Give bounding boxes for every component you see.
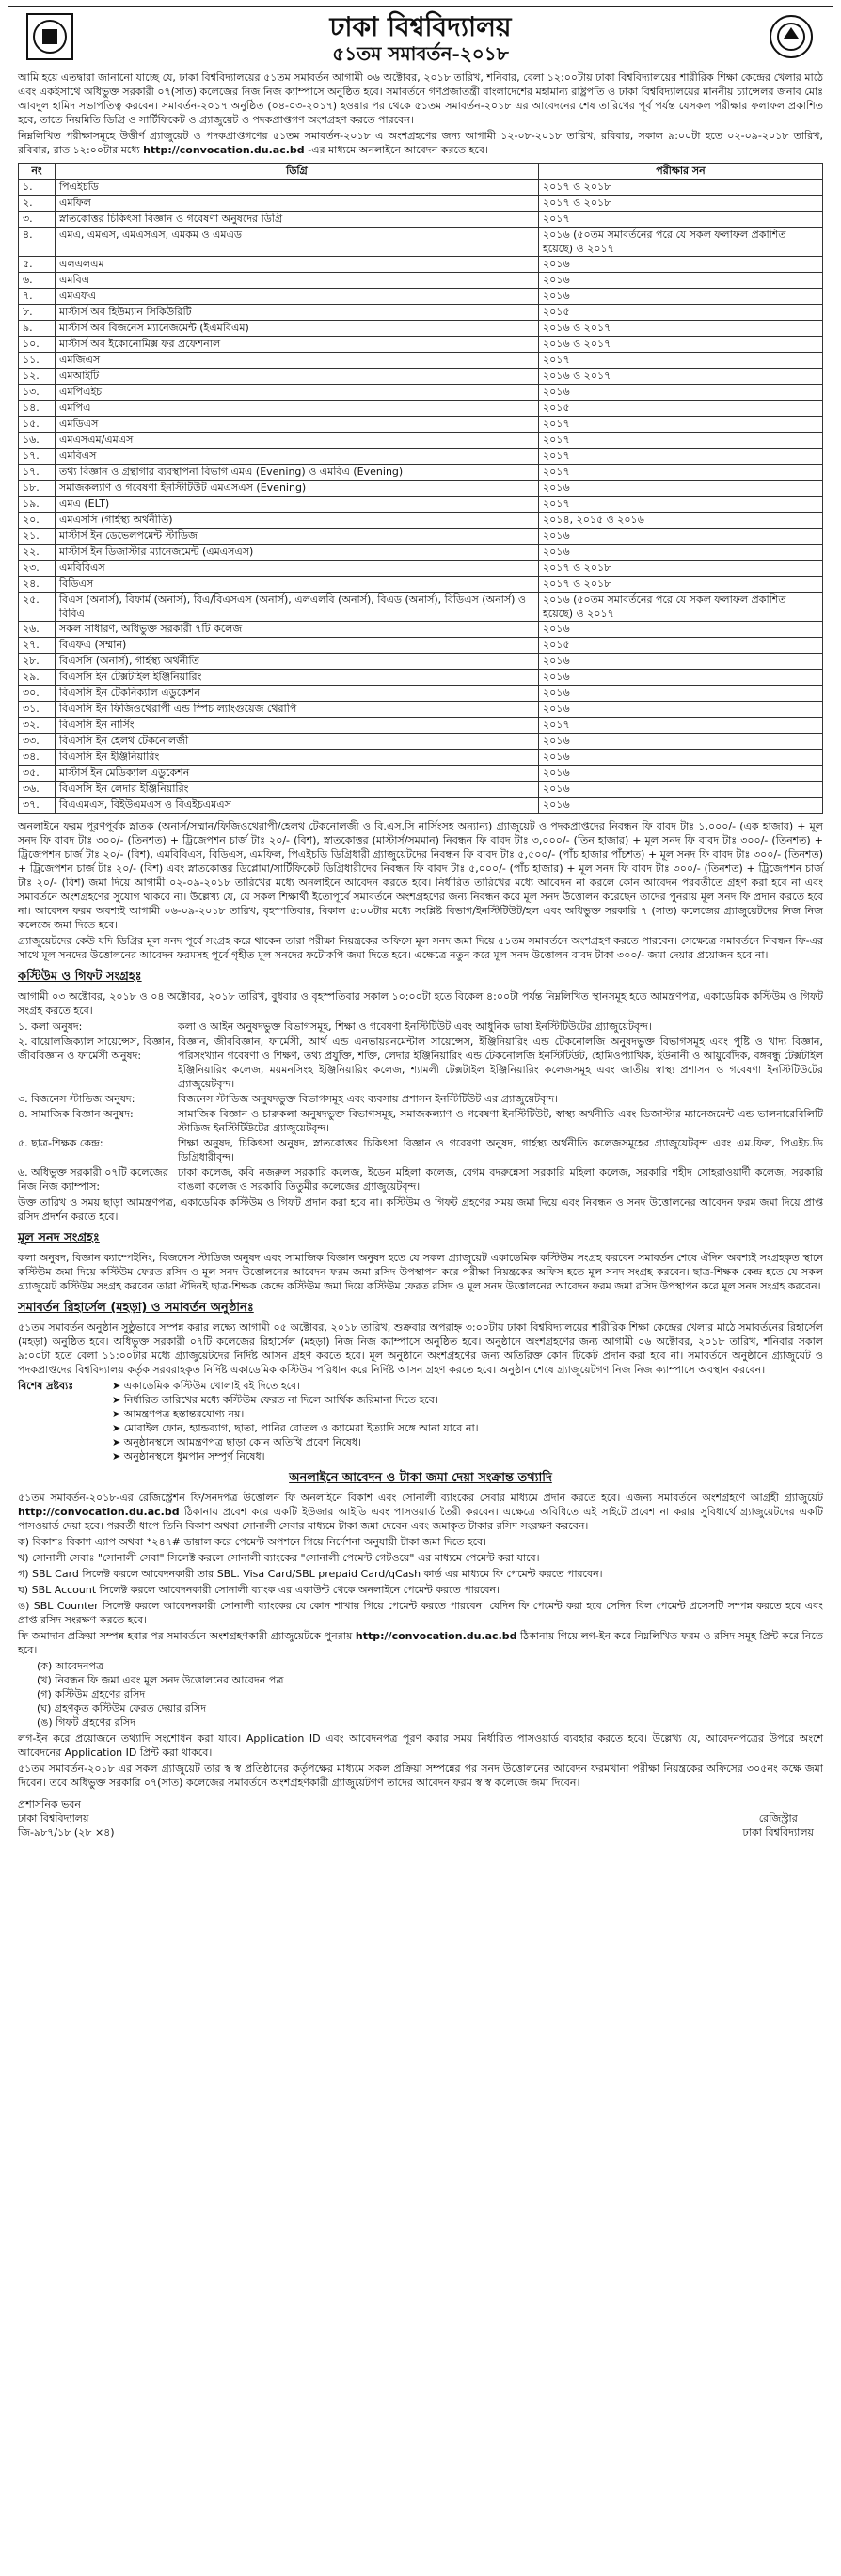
row-serial: ২৪. <box>19 577 56 593</box>
table-row <box>19 513 823 529</box>
row-serial: ৪. <box>19 228 56 257</box>
table-row <box>19 180 823 196</box>
table-row <box>19 702 823 718</box>
special-note-text: মোবাইল ফোন, হ্যান্ডব্যাগ, ছাতা, পানির বোতল ও ক্যামেরা ইত্যাদি সঙ্গে আনা যাবে না। <box>123 1422 479 1434</box>
table-row <box>19 670 823 686</box>
row-session: ২০১৬ <box>539 782 823 798</box>
row-degree: এমজিএস <box>56 353 539 369</box>
row-session: ২০১৬ <box>539 654 823 670</box>
row-serial: ৭. <box>19 289 56 305</box>
row-session: ২০১৭ ও ২০১৮ <box>539 180 823 196</box>
row-session: ২০১৬ <box>539 481 823 497</box>
row-degree: এলএলএম <box>56 257 539 273</box>
table-row <box>19 417 823 433</box>
row-degree: মাস্টার্স অব বিজনেস ম্যানেজমেন্ট (ইএমবিএম) <box>56 321 539 337</box>
online-heading: অনলাইনে আবেদন ও টাকা জমা দেয়া সংক্রান্ত তথ্যাদি <box>289 1471 552 1485</box>
row-session: ২০১৫ <box>539 401 823 417</box>
row-session: ২০১৭ <box>539 433 823 449</box>
costume-location-detail: শিক্ষা অনুষদ, চিকিৎসা অনুষদ, স্নাতকোত্তর চিকিৎসা বিজ্ঞান ও গবেষণা অনুষদ, গার্হস্থ্য অর্থনীতি কলেজসমূহের গ্র্যাজুয়েটবৃন্দ এবং এম.ফিল, পিএইচ.ডি ডিগ্রিধারীবৃন্দ। <box>178 1137 823 1163</box>
costume-location-faculty: ৫. ছাত্র-শিক্ষক কেন্দ্র: <box>18 1137 103 1149</box>
row-degree: বিএএমএস, বিইউএমএস ও বিএইচএমএস <box>56 798 539 814</box>
costume-location-item <box>18 1107 823 1135</box>
forms-list <box>37 1659 823 1730</box>
table-row <box>19 638 823 654</box>
print-url[interactable]: http://convocation.du.ac.bd <box>355 1630 517 1642</box>
costume-location-faculty: ৩. বিজনেস স্টাডিজ অনুষদ: <box>18 1093 135 1105</box>
costume-location-list <box>18 1019 823 1193</box>
row-degree: তথ্য বিজ্ঞান ও গ্রন্থাগার ব্যবস্থাপনা বিভাগ এমএ (Evening) ও এমবিএ (Evening) <box>56 465 539 481</box>
special-note-text: একাডেমিক কস্টিউম খোলাই বই দিতে হবে। <box>123 1380 301 1392</box>
university-logo-right <box>767 12 816 61</box>
row-serial: ২৮. <box>19 654 56 670</box>
row-serial: ১৮. <box>19 481 56 497</box>
row-serial: ২৭. <box>19 638 56 654</box>
row-degree: বিএসসি ইন হেলথ টেকনোলজী <box>56 734 539 750</box>
costume-location-faculty: ৬. অধিভুক্ত সরকারী ০৭টি কলেজের নিজ নিজ ক্যাম্পাস: <box>18 1166 168 1193</box>
office-address <box>18 1797 115 1840</box>
special-note-item <box>112 1421 823 1435</box>
row-session: ২০১৭ ও ২০১৮ <box>539 577 823 593</box>
arrow-bullet-icon: ➤ <box>112 1422 124 1434</box>
row-session: ২০১৭ <box>539 417 823 433</box>
row-session: ২০১৬ <box>539 545 823 561</box>
row-session: ২০১৪, ২০১৫ ও ২০১৬ <box>539 513 823 529</box>
row-degree: বিএসসি ইন ইঞ্জিনিয়ারিং <box>56 750 539 766</box>
row-session: ২০১৬ ও ২০১৭ <box>539 337 823 353</box>
row-session: ২০১৬ <box>539 750 823 766</box>
costume-location-item <box>18 1165 823 1193</box>
table-row <box>19 561 823 577</box>
row-session: ২০১৬ <box>539 385 823 401</box>
page-subtitle: ৫১তম সমাবর্তন-২০১৮ <box>332 42 509 65</box>
table-row <box>19 228 823 257</box>
row-serial: ২. <box>19 196 56 212</box>
notice-page <box>8 6 833 2568</box>
sbl-account-paragraph: ঘ) SBL Account সিলেক্ট করলে আবেদনকারী সোনালী ব্যাংক এর একাউন্ট থেকে অনলাইনে পেমেন্ট করতে পারবেন। <box>18 1584 500 1596</box>
bkash-paragraph: ক) বিকাশঃ বিকাশ এ্যাপ অথবা *২৪৭# ডায়াল করে পেমেন্ট অপশনে গিয়ে নির্দেশনা অনুযায়ী টাকা জমা দিতে হবে। <box>18 1536 487 1548</box>
table-row <box>19 401 823 417</box>
row-serial: ৮. <box>19 305 56 321</box>
row-serial: ৩৭. <box>19 798 56 814</box>
special-note-text: অনুষ্ঠানস্থলে ধূমপান সম্পূর্ণ নিষেধ। <box>123 1450 265 1462</box>
row-degree: বিএসসি (অনার্স), গার্হস্থ্য অর্থনীতি <box>56 654 539 670</box>
col-session: পরীক্ষার সন <box>539 164 823 180</box>
row-session: ২০১৬ <box>539 529 823 545</box>
special-note-list <box>112 1379 823 1463</box>
page-title: ঢাকা বিশ্ববিদ্যালয় <box>329 11 512 42</box>
special-note-item <box>112 1435 823 1449</box>
form-item: (ক) আবেদনপত্র <box>37 1660 104 1672</box>
row-session: ২০১৬ <box>539 273 823 289</box>
table-row <box>19 798 823 814</box>
row-serial: ১৬. <box>19 433 56 449</box>
fees-paragraph: অনলাইনে ফরম পূরণপূর্বক স্নাতক (অনার্স/সম্মান/ফিজিওথেরাপী/হেলথ টেকনোলজী ও বি.এস.সি নার্সিংসহ অন্যান্য) গ্র্যাজুয়েট ও পদকপ্রাপ্তদের নিবন্ধন ফি বাবদ টাঃ ১,০০০/- (এক হাজার) + মূল সনদ ফি বাবদ টাঃ ৩০০/- (তিনশত) + ট্রিজেপশন চার্জ টাঃ ২০/- (বিশ), স্নাতকোত্তর (মাস্টার্স/সমমান) নিবন্ধন ফি বাবদ টাঃ ৩,০০০/- (তিন হাজার) + মূল সনদ ফি বাবদ টাঃ ৩০০/- (তিনশত) + ট্রিজেপশন চার্জ টাঃ ২০/- (বিশ), এমবিবিএস, বিডিএস, এমফিল, পিএইচডি ডিগ্রিধারী গ্র্যাজুয়েটদের নিবন্ধন ফি বাবদ টাঃ ৫,৫০০/- (পাঁচ হাজার পাঁচশত) + মূল সনদ ফি বাবদ টাঃ ৩০০/- (তিনশত) + ট্রিজেপশন চার্জ টাঃ ২০/- (বিশ) এবং স্নাতকোত্তর ডিপ্লোমা/সার্টিফিকেট ডিগ্রিধারীদের নিবন্ধন ফি বাবদ টাঃ ৫,০০০/- (পাঁচ হাজার) + মূল সনদ ফি বাবদ টাঃ ৩০০/- (তিনশত) + ট্রিজেপশন চার্জ টাঃ ২০/- (বিশ) জমা দিয়ে আগামী ০২-০৯-২০১৮ তারিখের মধ্যে অনলাইনে আবেদন করতে হবে। নির্ধারিত তারিখের মধ্যে আবেদন না করলে কোন আবেদন পরবর্তীতে গ্রহণ করা হবে না এবং সমাবর্তনে অংশগ্রহণের সুযোগ থাকবে না। উল্লেখ্য যে, যে সকল শিক্ষার্থী ইতোপূর্বে সমাবর্তনে অংশগ্রহণের জন্য নিবন্ধন করে মূল সনদ উত্তোলন করেছেন তাদের পুনরায় মূল সনদ ফি প্রদান করতে হবে না। আবেদন ফরম অবশ্যই আগামী ০৬-০৯-২০১৮ তারিখ, বৃহস্পতিবার, বিকাল ৫:০০টার মধ্যে সংশ্লিষ্ট বিভাগ/ইনস্টিটিউট/হল এবং অধিভুক্ত সরকারি ৭ (সাত) কলেজের গ্র্যাজুয়েটদের নিজ নিজ কলেজে জমা দিতে হবে। <box>18 820 823 931</box>
row-serial: ৩১. <box>19 702 56 718</box>
row-session: ২০১৬ <box>539 686 823 702</box>
row-session: ২০১৬ <box>539 702 823 718</box>
form-item: (ঙ) গিফট গ্রহণের রসিদ <box>37 1716 135 1729</box>
row-serial: ২৩. <box>19 561 56 577</box>
table-row <box>19 577 823 593</box>
online-text: ৫১তম সমাবর্তন-২০১৮-এর রেজিস্ট্রেশন ফি/সনদপত্র উত্তোলন ফি অনলাইনে বিকাশ এবং সোনালী ব্যাংকের সেবার মাধ্যমে প্রদান করতে হবে। এজন্য সমাবর্তনে অংশগ্রহণে আগ্রহী গ্র্যাজুয়েট <box>18 1492 823 1504</box>
row-serial: ১২. <box>19 369 56 385</box>
costume-location-item <box>18 1092 823 1106</box>
table-row <box>19 257 823 273</box>
row-degree: সমাজকল্যাণ ও গবেষণা ইনস্টিটিউট এমএসএস (Evening) <box>56 481 539 497</box>
row-degree: এমপিএইচ <box>56 385 539 401</box>
col-serial: নং <box>19 164 56 180</box>
convocation-url[interactable]: http://convocation.du.ac.bd <box>143 144 305 156</box>
special-note-text: আমন্ত্রণপত্র হস্তান্তরযোগ্য নয়। <box>123 1408 245 1420</box>
costume-heading: কস্টিউম ও গিফট সংগ্রহঃ <box>18 970 142 984</box>
row-session: ২০১৭ <box>539 212 823 228</box>
row-degree: এমপিএ <box>56 401 539 417</box>
row-session: ২০১৬ ও ২০১৭ <box>539 369 823 385</box>
sbl-counter-paragraph: ঙ) SBL Counter সিলেক্ট করলে আবেদনকারী সোনালী ব্যাংকের যে কোন শাখায় গিয়ে পেমেন্ট করতে পারবেন। যেদিন ফি পেমেন্ট করা হবে সেদিন বিল পেমেন্ট প্রসেসটি সম্পন্ন করতে হবে এবং প্রাপ্ত রসিদ সংরক্ষণ করতে হবে। <box>18 1600 823 1626</box>
table-row <box>19 686 823 702</box>
table-row <box>19 545 823 561</box>
office-line-1: প্রশাসনিক ভবন <box>18 1798 81 1810</box>
row-serial: ২১. <box>19 529 56 545</box>
row-session: ২০১৭ ও ২০১৮ <box>539 561 823 577</box>
row-session: ২০১৬ (৫০তম সমাবর্তনের পরে যে সকল ফলাফল প্রকাশিত হয়েছে) ও ২০১৭ <box>539 593 823 622</box>
row-serial: ১০. <box>19 337 56 353</box>
row-serial: ২০. <box>19 513 56 529</box>
application-text: নিম্নলিখিত পরীক্ষাসমূহে উত্তীর্ণ গ্র্যাজুয়েট ও পদকপ্রাপ্তগণের ৫১তম সমাবর্তন-২০১৮ এ অংশগ্রহণের জন্য আগামী ১২-০৮-২০১৮ তারিখ, রবিবার, সকাল ৯:০০টা হতে ০২-০৯-২০১৮ তারিখ, রবিবার, রাত ১২:০০টার মধ্যে <box>18 130 823 156</box>
row-degree: বিডিএস <box>56 577 539 593</box>
table-row <box>19 465 823 481</box>
row-degree: এমএ, এমএস, এমএসএস, এমকম ও এমএড <box>56 228 539 257</box>
row-serial: ৬. <box>19 273 56 289</box>
row-serial: ৩. <box>19 212 56 228</box>
table-row <box>19 497 823 513</box>
row-degree: এমফিল <box>56 196 539 212</box>
row-degree: মাস্টার্স অব ইকোনোমিক্স ফর প্রফেশনাল <box>56 337 539 353</box>
registrar-title: রেজিস্ট্রার <box>758 1812 798 1825</box>
table-row <box>19 196 823 212</box>
row-degree: স্নাতকোত্তর চিকিৎসা বিজ্ঞান ও গবেষণা অনুষদের ডিগ্রি <box>56 212 539 228</box>
certificate-paragraph: কলা অনুষদ, বিজ্ঞান ক্যাম্পেইনিং, বিজনেস স্টাডিজ অনুষদ এবং সামাজিক বিজ্ঞান অনুষদ হতে যে সকল গ্র্যাজুয়েট একাডেমিক কস্টিউম সংগ্রহ করবেন সমাবর্তন শেষে ঐদিন অবশ্যই সংগ্রহকৃত স্থানে কস্টিউম জমা দিয়ে কস্টিউম ফেরত রসিদ ও মূল সনদ উত্তোলনের আবেদন ফরম জমা রসিদ উপস্থাপন করে পরীক্ষা নিয়ন্ত্রকের অফিস হতে মূল সনদ সংগ্রহ করবেন। ছাত্র-শিক্ষক কেন্দ্র হতে যে সকল গ্র্যাজুয়েট কস্টিউম সংগ্রহ করবেন তারা ঐদিনই ছাত্র-শিক্ষক কেন্দ্রে কস্টিউম জমা দিয়ে কস্টিউম ফেরত রসিদ ও মূল সনদ উত্তোলনের আবেদন ফরম জমা রসিদ উপস্থাপন করে মূল সনদ সংগ্রহ করবেন। <box>18 1252 823 1292</box>
arrow-bullet-icon: ➤ <box>112 1408 124 1420</box>
table-row <box>19 718 823 734</box>
degree-table-body <box>19 180 823 814</box>
table-row <box>19 766 823 782</box>
row-degree: বিএস (অনার্স), বিফার্ম (অনার্স), বিএ/বিএসএস (অনার্স), এলএলবি (অনার্স), বিএড (অনার্স), বিডিএস (অনার্স) ও বিবিএ <box>56 593 539 622</box>
certificate-heading: মূল সনদ সংগ্রহঃ <box>18 1231 100 1245</box>
row-session: ২০১৬ <box>539 766 823 782</box>
costume-location-detail: কলা ও আইন অনুষদভুক্ত বিভাগসমূহ, শিক্ষা ও গবেষণা ইনস্টিটিউট এবং আধুনিক ভাষা ইনস্টিটিউটের গ্র্যাজুয়েটবৃন্দ। <box>178 1020 652 1033</box>
table-row <box>19 782 823 798</box>
costume-location-faculty: ১. কলা অনুষদ: <box>18 1020 83 1033</box>
row-degree: মাস্টার্স ইন ডেভেলপমেন্ট স্টাডিজ <box>56 529 539 545</box>
table-row <box>19 321 823 337</box>
col-degree: ডিগ্রি <box>56 164 539 180</box>
row-degree: এমবিএ <box>56 273 539 289</box>
row-serial: ১৫. <box>19 417 56 433</box>
row-session: ২০১৭ <box>539 497 823 513</box>
table-row <box>19 433 823 449</box>
special-note-item <box>112 1393 823 1407</box>
table-row <box>19 369 823 385</box>
row-serial: ১৩. <box>19 385 56 401</box>
table-row <box>19 529 823 545</box>
arrow-bullet-icon: ➤ <box>112 1394 124 1406</box>
table-row <box>19 273 823 289</box>
row-degree: এমবিবিএস <box>56 561 539 577</box>
row-session: ২০১৭ <box>539 718 823 734</box>
form-item: (খ) নিবন্ধন ফি জমা এবং মূল সনদ উত্তোলনের আবেদন পত্র <box>37 1674 284 1686</box>
row-degree: মাস্টার্স ইন মেডিক্যাল এডুকেশন <box>56 766 539 782</box>
form-item: (গ) কস্টিউম গ্রহণের রসিদ <box>37 1688 146 1700</box>
original-certificate-paragraph: গ্র্যাজুয়েটদের কেউ যদি ডিগ্রির মূল সনদ পূর্বে সংগ্রহ করে থাকেন তারা পরীক্ষা নিয়ন্ত্রকের অফিসে মূল সনদ জমা দিয়ে ৫১তম সমাবর্তনে অংশগ্রহণ করতে পারবেন। সেক্ষেত্রে সমাবর্তনে নিবন্ধন ফি-এর সাথে মূল সনদের উত্তোলনের আবেদন ফরমসহ পূর্বে গৃহীত মূল সনদের ফটোকপি জমা দিতে হবে। এক্ষেত্রে নতুন করে মূল সনদ উত্তোলন বাবদ টাকা ৩০০/- জমা দেয়ার প্রয়োজন হবে না। <box>18 935 823 961</box>
row-session: ২০১৬ <box>539 670 823 686</box>
row-session: ২০১৭ <box>539 353 823 369</box>
sbl-card-paragraph: গ) SBL Card সিলেক্ট করলে আবেদনকারী তার SBL. Visa Card/SBL prepaid Card/qCash কার্ড এর মাধ্যমে ফি পেমেন্ট করতে পারবেন। <box>18 1568 603 1580</box>
office-line-2: ঢাকা বিশ্ববিদ্যালয় <box>18 1812 89 1825</box>
row-serial: ৩০. <box>19 686 56 702</box>
row-serial: ৩৩. <box>19 734 56 750</box>
row-session: ২০১৫ <box>539 638 823 654</box>
university-logo-left <box>25 12 74 61</box>
table-row <box>19 449 823 465</box>
registrar-signature <box>743 1797 823 1840</box>
row-serial: ৩২. <box>19 718 56 734</box>
registrar-org: ঢাকা বিশ্ববিদ্যালয় <box>742 1826 814 1839</box>
row-session: ২০১৬ <box>539 289 823 305</box>
print-forms-paragraph <box>18 1629 823 1657</box>
form-item: (ঘ) গ্রহণকৃত কস্টিউম ফেরত দেয়ার রসিদ <box>37 1702 206 1715</box>
row-serial: ৫. <box>19 257 56 273</box>
row-degree: এমবিএস <box>56 449 539 465</box>
submission-paragraph: ৫১তম সমাবর্তন-২০১৮ এর সকল গ্র্যাজুয়েট তার স্ব স্ব প্রতিষ্ঠানের কর্তৃপক্ষের মাধ্যমে সকল প্রক্রিয়া সম্পন্নের পর সনদ উত্তোলনের আবেদন ফরমখানা পরীক্ষা নিয়ন্ত্রকের অফিসের ৩০৫নং কক্ষে জমা দিবেন। তবে অধিভুক্ত সরকারি ০৭(সাত) কলেজের সমাবর্তনে অংশগ্রহণকারী গ্র্যাজুয়েটগণ তাদের আবেদন ফরম স্ব স্ব কলেজে জমা দিবেন। <box>18 1762 823 1789</box>
reference-number: জি-৯৮৭/১৮ (২৮ ×৪) <box>18 1826 115 1839</box>
row-degree: এমএফএ <box>56 289 539 305</box>
row-serial: ২৫. <box>19 593 56 622</box>
special-note-text: অনুষ্ঠানস্থলে আমন্ত্রণপত্র ছাড়া কোন অতিথি প্রবেশ নিষেধ। <box>123 1436 361 1448</box>
row-serial: ২৬. <box>19 622 56 638</box>
login-paragraph: লগ-ইন করে প্রয়োজনে তথ্যাদি সংশোধন করা যাবে। Application ID এবং আবেদনপত্র পূরণ করার সময় নির্ধারিত পাসওয়ার্ড ব্যবহার করতে হবে। উল্লেখ্য যে, আবেদনপত্রের উপরে অংশে আবেদনের Application ID প্রিন্ট করা থাকবে। <box>18 1732 823 1759</box>
table-row <box>19 353 823 369</box>
application-paragraph <box>18 129 823 157</box>
row-serial: ১৭. <box>19 449 56 465</box>
row-session: ২০১৬ <box>539 798 823 814</box>
arrow-bullet-icon: ➤ <box>112 1380 124 1392</box>
costume-location-detail: বিজনেস স্টাডিজ অনুষদভুক্ত বিভাগসমূহ এবং ব্যবসায় প্রশাসন ইনস্টিটিউট এর গ্র্যাজুয়েটবৃন্দ। <box>178 1093 559 1105</box>
print-text: ফি জমাদান প্রক্রিয়া সম্পন্ন হবার পর সমাবর্তনে অংশগ্রহণকারী গ্র্যাজুয়েটকে পুনরায় <box>18 1630 353 1642</box>
row-session: ২০১৭ <box>539 465 823 481</box>
table-row <box>19 622 823 638</box>
sonali-paragraph: খ) সোনালী সেবাঃ "সোনালী সেবা" সিলেক্ট করলে সোনালী ব্যাংকের "সোনালী পেমেন্ট গেটওয়ে" এর মাধ্যমে পেমেন্ট করা যাবে। <box>18 1552 540 1564</box>
special-note-item <box>112 1449 823 1463</box>
degree-table <box>18 163 823 814</box>
print-text-end: ঠিকানায় গিয়ে লগ-ইন করে নিম্নলিখিত ফরম ও রসিদ সমূহ প্রিন্ট করে নিতে হবে। <box>18 1630 824 1656</box>
table-row <box>19 305 823 321</box>
rehearsal-heading: সমাবর্তন রিহার্সেল (মহড়া) ও সমাবর্তন অনুষ্ঠানঃ <box>18 1301 254 1315</box>
table-row <box>19 385 823 401</box>
row-serial: ৩৫. <box>19 766 56 782</box>
special-note-block <box>18 1379 823 1463</box>
row-serial: ১৯. <box>19 497 56 513</box>
row-serial: ২৯. <box>19 670 56 686</box>
row-session: ২০১৫ <box>539 305 823 321</box>
row-degree: পিএইচডি <box>56 180 539 196</box>
row-degree: বিএসসি ইন টেক্সটাইল ইঞ্জিনিয়ারিং <box>56 670 539 686</box>
row-session: ২০১৬ <box>539 734 823 750</box>
row-serial: ১৪. <box>19 401 56 417</box>
table-row <box>19 212 823 228</box>
table-row <box>19 481 823 497</box>
special-note-label: বিশেষ দ্রষ্টব্যঃ <box>18 1380 74 1392</box>
row-session: ২০১৬ (৫০তম সমাবর্তনের পরে যে সকল ফলাফল প্রকাশিত হয়েছে) ও ২০১৭ <box>539 228 823 257</box>
row-session: ২০১৭ <box>539 449 823 465</box>
special-note-text: নির্ধারিত তারিখের মধ্যে কস্টিউম ফেরত না দিলে আর্থিক জরিমানা দিতে হবে। <box>123 1394 438 1406</box>
online-text-b: ঠিকানায় প্রবেশ করে একটি ইউজার আইডি এবং পাসওয়ার্ড তৈরী করবেন। এক্ষেত্রে অবিধিতে এই সাইটে প্রবেশ না করার সুবিধার্থে গ্র্যাজুয়েটদের একটি পাসওয়ার্ড দেয়া হবে। পরবর্তী ধাপে তিনি বিকাশ অথবা সোনালী সেবার মাধ্যমে টাকা জমা দেবেন এবং জমাকৃত টাকার রসিদ সংরক্ষণ করবেন। <box>18 1506 824 1532</box>
row-degree: বিএসসি ইন নার্সিং <box>56 718 539 734</box>
row-degree: এমডিএস <box>56 417 539 433</box>
special-note-item <box>112 1407 823 1421</box>
row-serial: ২২. <box>19 545 56 561</box>
costume-note: উক্ত তারিখ ও সময় ছাড়া আমন্ত্রণপত্র, একাডেমিক কস্টিউম ও গিফট প্রদান করা হবে না। কস্টিউম ও গিফট গ্রহণের সময় জমা দিয়ে এবং নিবন্ধন ও সনদ উত্তোলনের আবেদন ফরম জমা দিয়ে প্রাপ্ত রসিদ প্রদর্শন করতে হবে। <box>18 1196 823 1223</box>
costume-location-item <box>18 1136 823 1164</box>
row-session: ২০১৬ ও ২০১৭ <box>539 321 823 337</box>
row-degree: বিএফএ (সম্মান) <box>56 638 539 654</box>
row-degree: এমএ (ELT) <box>56 497 539 513</box>
intro-paragraph: আমি হয়ে এতদ্বারা জানানো যাচ্ছে যে, ঢাকা বিশ্ববিদ্যালয়ের ৫১তম সমাবর্তন আগামী ০৬ অক্টোবর, ২০১৮ তারিখ, শনিবার, বেলা ১২:০০টায় ঢাকা বিশ্ববিদ্যালয়ের শারীরিক শিক্ষা কেন্দ্রের খেলার মাঠে এবং একইসাথে অধিভুক্ত সরকারী ০৭(সাত) কলেজের নিজ নিজ ক্যাম্পাসে অনুষ্ঠিত হবে। সমাবর্তনে গণপ্রজাতন্ত্রী বাংলাদেশের মহামান্য রাষ্ট্রপতি ও ঢাকা বিশ্ববিদ্যালয়ের মাননীয় চ্যান্সেলর জনাব মোঃ আবদুল হামিদ সভাপতিত্ব করবেন। সমাবর্তন-২০১৭ অনুষ্ঠিত (০৪-০৩-২০১৭) হওয়ার পর থেকে ৫১তম সমাবর্তন-২০১৮ এর আবেদনের শেষ তারিখের পূর্ব পর্যন্ত যেসকল পরীক্ষার ফলাফল প্রকাশিত হবে, তাতে নিয়মিতি ডিগ্রি ও সার্টিফিকেট ও গ্র্যাজুয়েট ও পদকপ্রাপ্তগণ অংশগ্রহণ করতে পারবেন। <box>18 71 823 126</box>
row-serial: ১৭. <box>19 465 56 481</box>
row-degree: বিএসসি ইন ফিজিওথেরাপী এন্ড স্পিচ ল্যাংগুয়েজ থেরাপি <box>56 702 539 718</box>
online-paragraph-1 <box>18 1491 823 1533</box>
special-note-item <box>112 1379 823 1393</box>
row-degree: এমএসএম/এমএস <box>56 433 539 449</box>
table-row <box>19 593 823 622</box>
costume-location-item <box>18 1035 823 1091</box>
costume-location-detail: ঢাকা কলেজ, কবি নজরুল সরকারি কলেজ, ইডেন মহিলা কলেজ, বেগম বদরুন্নেসা সরকারি মহিলা কলেজ, সরকারি শহীদ সোহরাওয়ার্দী কলেজ, সরকারি বাঙলা কলেজ ও সরকারি তিতুমীর কলেজের গ্র্যাজুয়েটবৃন্দ। <box>178 1166 823 1193</box>
row-degree: এমআইটি <box>56 369 539 385</box>
costume-location-detail: বিজ্ঞান, জীববিজ্ঞান, ফার্মেসী, আর্থ এন্ড এনভায়রনমেন্টাল সায়েন্সেস, ইঞ্জিনিয়ারিং এন্ড টেকনোলজি অনুষদভুক্ত বিভাগসমূহ এবং পুষ্টি ও খাদ্য বিজ্ঞান, পরিসংখ্যান গবেষণা ও শিক্ষণ, তথ্য প্রযুক্তি, শক্তি, লেদার ইঞ্জিনিয়ারিং এন্ড টেকনোলজি ইনস্টিটিউট, হোমিওপ্যাথিক, ইউনানী ও আয়ুর্বেদিক, বঙ্গবন্ধু টেক্সটাইল ইঞ্জিনিয়ারিং কলেজ, ময়মনসিংহ ইঞ্জিনিয়ারিং কলেজ, শ্যামলী টেক্সটাইল ইঞ্জিনিয়ারিং কলেজসমূহ এবং জাতীয় স্বাস্থ্য প্রশাসন ও গবেষণা ইনস্টিটিউটের গ্র্যাজুয়েটবৃন্দ। <box>178 1035 823 1090</box>
row-session: ২০১৬ <box>539 622 823 638</box>
rehearsal-paragraph: ৫১তম সমাবর্তন অনুষ্ঠান সুষ্ঠুভাবে সম্পন্ন করার লক্ষ্যে আগামী ০৫ অক্টোবর, ২০১৮ তারিখ, শুক্রবার অপরাহ্ন ৩:০০টায় ঢাকা বিশ্ববিদ্যালয়ের শারীরিক শিক্ষা কেন্দ্রের খেলার মাঠে সমাবর্তনের রিহার্সেল (মহড়া) অনুষ্ঠিত হবে। অধিভুক্ত সরকারী ০৭টি কলেজের রিহার্সেল (মহড়া) নিজ নিজ ক্যাম্পাসে অনুষ্ঠিত হবে। অনুষ্ঠানে অংশগ্রহণের জন্য আগামী ০৬ অক্টোবর, ২০১৮ তারিখ, শনিবার সকাল ৯:০০টা হতে বেলা ১১:০০টার মধ্যে গ্র্যাজুয়েটদের নির্দিষ্ট আসন গ্রহণ করতে হবে। মূল অনুষ্ঠানে অংশগ্রহণের জন্য অতিরিক্ত কোন টিকেট প্রদান করা হবে না। সমাবর্তনে অনুষ্ঠানে গ্র্যাজুয়েট ও পদকপ্রাপ্তদের বিশ্ববিদ্যালয় কর্তৃক সরবরাহকৃত নির্দিষ্ট একাডেমিক কস্টিউম পরিধান করে নির্দিষ্ট আসন গ্রহণ করতে হবে। অনুষ্ঠান শেষে গ্র্যাজুয়েটগণ নিজ নিজ ক্যাম্পাসে অবস্থান করবেন। <box>18 1321 823 1376</box>
row-serial: ১১. <box>19 353 56 369</box>
row-degree: মাস্টার্স অব হিউম্যান সিকিউরিটি <box>56 305 539 321</box>
costume-location-faculty: ৪. সামাজিক বিজ্ঞান অনুষদ: <box>18 1108 134 1120</box>
row-degree: বিএসসি ইন টেকনিক্যাল এডুকেশন <box>56 686 539 702</box>
row-serial: ৩৬. <box>19 782 56 798</box>
table-row <box>19 654 823 670</box>
row-degree: মাস্টার্স ইন ডিজাস্টার ম্যানেজমেন্ট (এমএসএস) <box>56 545 539 561</box>
row-degree: এমএসসি (গার্হস্থ্য অর্থনীতি) <box>56 513 539 529</box>
table-row <box>19 289 823 305</box>
online-url[interactable]: http://convocation.du.ac.bd <box>18 1506 180 1518</box>
row-degree: সকল সাধারণ, অধিভুক্ত সরকারী ৭টি কলেজ <box>56 622 539 638</box>
row-degree: বিএসসি ইন লেদার ইঞ্জিনিয়ারিং <box>56 782 539 798</box>
costume-location-detail: সামাজিক বিজ্ঞান ও চারুকলা অনুষদভুক্ত বিভাগসমূহ, সমাজকল্যাণ ও গবেষণা ইনস্টিটিউট, স্বাস্থ্য অর্থনীতি এবং ডিজাস্টার ম্যানেজমেন্ট এন্ড ভালনারেবিলিটি স্টাডিজ ইনস্টিটিউটের গ্র্যাজুয়েটবৃন্দ। <box>178 1108 823 1134</box>
arrow-bullet-icon: ➤ <box>112 1450 124 1462</box>
row-serial: ৯. <box>19 321 56 337</box>
table-row <box>19 750 823 766</box>
table-header-row <box>19 164 823 180</box>
signature-block <box>18 1797 823 1840</box>
table-row <box>19 337 823 353</box>
costume-intro: আগামী ০৩ অক্টোবর, ২০১৮ ও ০৪ অক্টোবর, ২০১৮ তারিখ, বুধবার ও বৃহস্পতিবার সকাল ১০:০০টা হতে বিকেল ৪:০০টা পর্যন্ত নিম্নলিখিত স্থানসমূহ হতে আমন্ত্রণপত্র, একাডেমিক কস্টিউম ও গিফট সংগ্রহ করতে হবে। <box>18 990 823 1017</box>
costume-location-faculty: ২. বায়োলজিক্যাল সায়েন্সেস, বিজ্ঞান, জীববিজ্ঞান ও ফার্মেসী অনুষদ: <box>18 1035 175 1062</box>
row-session: ২০১৬ <box>539 257 823 273</box>
application-text-end: -এর মাধ্যমে অনলাইনে আবেদন করতে হবে। <box>308 144 488 156</box>
row-session: ২০১৭ ও ২০১৮ <box>539 196 823 212</box>
table-row <box>19 734 823 750</box>
costume-location-item <box>18 1019 823 1034</box>
arrow-bullet-icon: ➤ <box>112 1436 124 1448</box>
row-serial: ৩৪. <box>19 750 56 766</box>
row-serial: ১. <box>19 180 56 196</box>
